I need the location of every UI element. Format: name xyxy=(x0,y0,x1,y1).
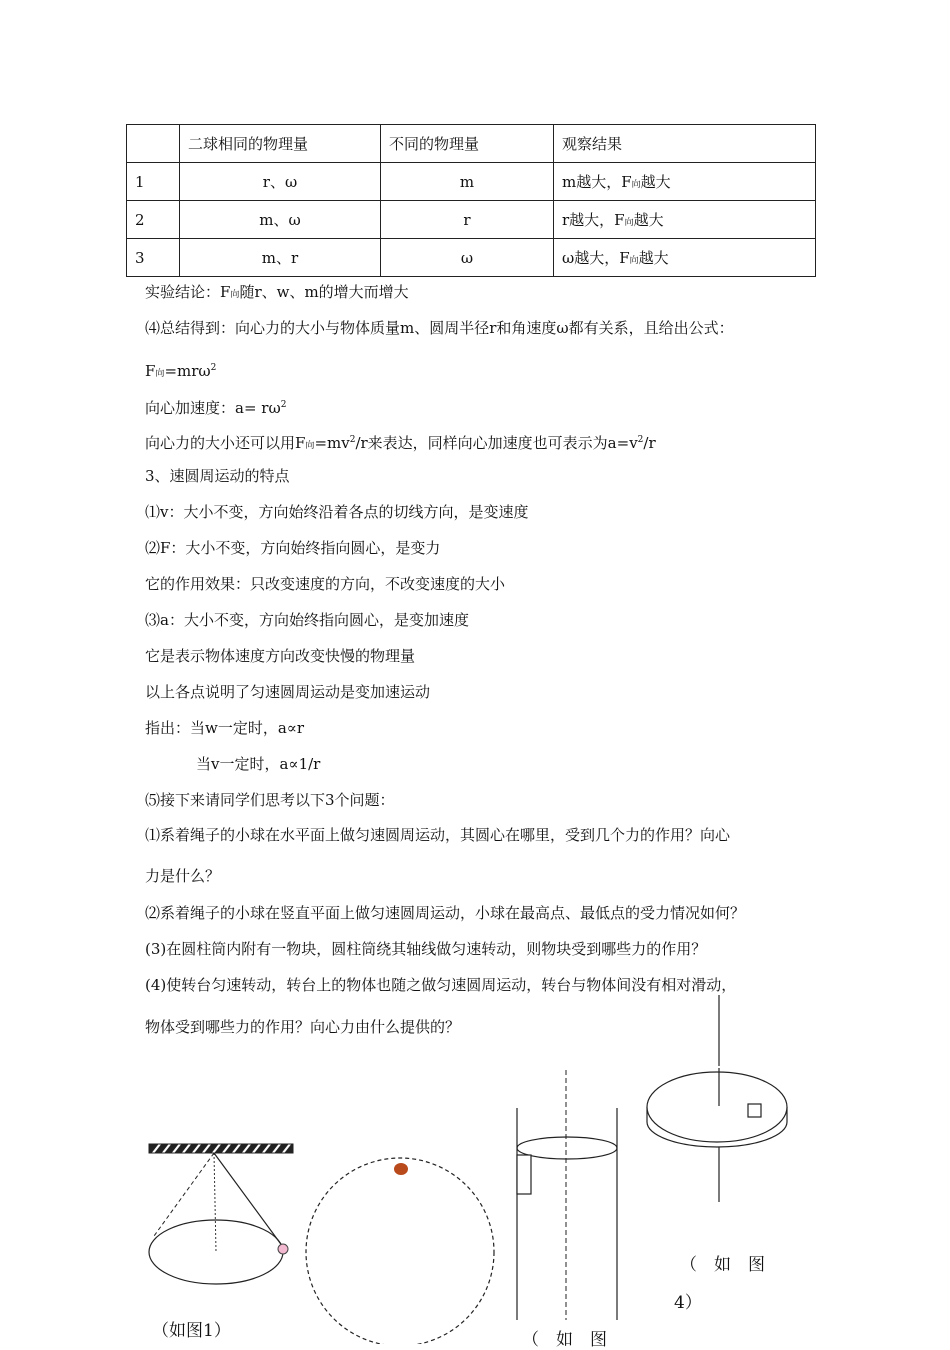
dashed-circle-path xyxy=(306,1158,494,1344)
diff-quantity-cell: ω xyxy=(381,239,554,277)
subscript: 向 xyxy=(305,441,315,451)
superscript: 2 xyxy=(280,400,287,410)
text-line: ⑶a：大小不变，方向始终指向圆心，是变加速度 xyxy=(145,611,469,629)
result-subscript: 向 xyxy=(631,180,641,190)
figure-4-caption-number: 4） xyxy=(674,1293,702,1313)
result-subscript: 向 xyxy=(629,256,639,266)
same-quantity-cell: m、r xyxy=(180,239,381,277)
result-text: 越大 xyxy=(640,173,671,191)
text-run: =mrω xyxy=(164,362,211,380)
cylinder-rim xyxy=(517,1137,617,1159)
subscript: 向 xyxy=(155,369,165,379)
subscript: 向 xyxy=(230,290,240,300)
text-line: 它的作用效果：只改变速度的方向，不改变速度的大小 xyxy=(145,575,506,593)
text-line: 以上各点说明了匀速圆周运动是变加速运动 xyxy=(145,683,431,701)
question-line: ⑵系着绳子的小球在竖直平面上做匀速圆周运动，小球在最高点、最低点的受力情况如何？ xyxy=(145,904,746,922)
axis-dotted-line xyxy=(214,1153,216,1252)
table-header-cell: 不同的物理量 xyxy=(381,125,554,163)
result-text: r越大，F xyxy=(562,211,625,229)
text-run: /r来表达，同样向心加速度也可表示为a=v xyxy=(355,434,638,452)
diff-quantity-cell: m xyxy=(381,163,554,201)
pendulum-ball xyxy=(278,1244,288,1254)
figure-3-caption: （ 如 图 xyxy=(522,1330,607,1350)
text-line: ⑴v：大小不变，方向始终沿着各点的切线方向，是变速度 xyxy=(145,503,529,521)
superscript: 2 xyxy=(349,435,356,445)
text-line: ⑸接下来请同学们思考以下3个问题： xyxy=(145,791,395,809)
figure-4-caption: （ 如 图 xyxy=(680,1255,765,1275)
text-line: 当v一定时，a∝1/r xyxy=(196,755,321,773)
text-run: 向心力的大小还可以用F xyxy=(145,434,306,452)
figure-1-caption: （如图1） xyxy=(152,1321,231,1341)
result-text: 越大 xyxy=(638,249,669,267)
text-line: 指出：当w一定时，a∝r xyxy=(145,719,305,737)
turntable-figure xyxy=(647,995,787,1202)
result-text: m越大，F xyxy=(562,173,632,191)
result-text: ω越大，F xyxy=(562,249,630,267)
question-line: 力是什么？ xyxy=(145,867,221,885)
same-quantity-cell: r、ω xyxy=(180,163,381,201)
text-run: F xyxy=(145,362,156,380)
text-run: =mv xyxy=(314,434,350,452)
text-line: ⑵F：大小不变，方向始终指向圆心，是变力 xyxy=(145,539,441,557)
row-number: 2 xyxy=(127,201,180,239)
row-number: 3 xyxy=(127,239,180,277)
vertical-circle-figure xyxy=(306,1158,494,1344)
same-quantity-cell: m、ω xyxy=(180,201,381,239)
object-on-turntable xyxy=(748,1104,761,1117)
superscript: 2 xyxy=(637,435,644,445)
text-run: 向心加速度：a= rω xyxy=(145,399,281,417)
result-subscript: 向 xyxy=(624,218,634,228)
superscript: 2 xyxy=(210,363,217,373)
summary-line: ⑷总结得到：向心力的大小与物体质量m、圆周半径r和角速度ω都有关系，且给出公式： xyxy=(145,319,734,337)
rotating-cylinder-figure xyxy=(517,1070,617,1320)
table-header-cell: 二球相同的物理量 xyxy=(180,125,381,163)
ceiling-bar xyxy=(149,1144,293,1153)
result-text: 越大 xyxy=(633,211,664,229)
section-heading: 3、速圆周运动的特点 xyxy=(145,467,290,485)
turntable-top xyxy=(647,1072,787,1142)
diff-quantity-cell: r xyxy=(381,201,554,239)
question-line: 物体受到哪些力的作用？向心力由什么提供的？ xyxy=(145,1018,461,1036)
question-line: (3)在圆柱筒内附有一物块，圆柱筒绕其轴线做匀速转动，则物块受到哪些力的作用？ xyxy=(145,940,707,958)
text-run: 实验结论：F xyxy=(145,283,231,301)
string-line xyxy=(214,1153,283,1247)
row-number: 1 xyxy=(127,163,180,201)
ball-top xyxy=(394,1163,408,1175)
text-run: 随r、w、m的增大而增大 xyxy=(239,283,409,301)
block-on-wall xyxy=(517,1155,531,1194)
question-line: (4)使转台匀速转动，转台上的物体也随之做匀速圆周运动，转台与物体间没有相对滑动， xyxy=(145,976,737,994)
conical-pendulum-figure xyxy=(149,1144,293,1284)
table-header-cell: 观察结果 xyxy=(554,125,816,163)
text-run: /r xyxy=(643,434,656,452)
question-line: ⑴系着绳子的小球在水平面上做匀速圆周运动，其圆心在哪里，受到几个力的作用？向心 xyxy=(145,826,731,844)
text-line: 它是表示物体速度方向改变快慢的物理量 xyxy=(145,647,416,665)
